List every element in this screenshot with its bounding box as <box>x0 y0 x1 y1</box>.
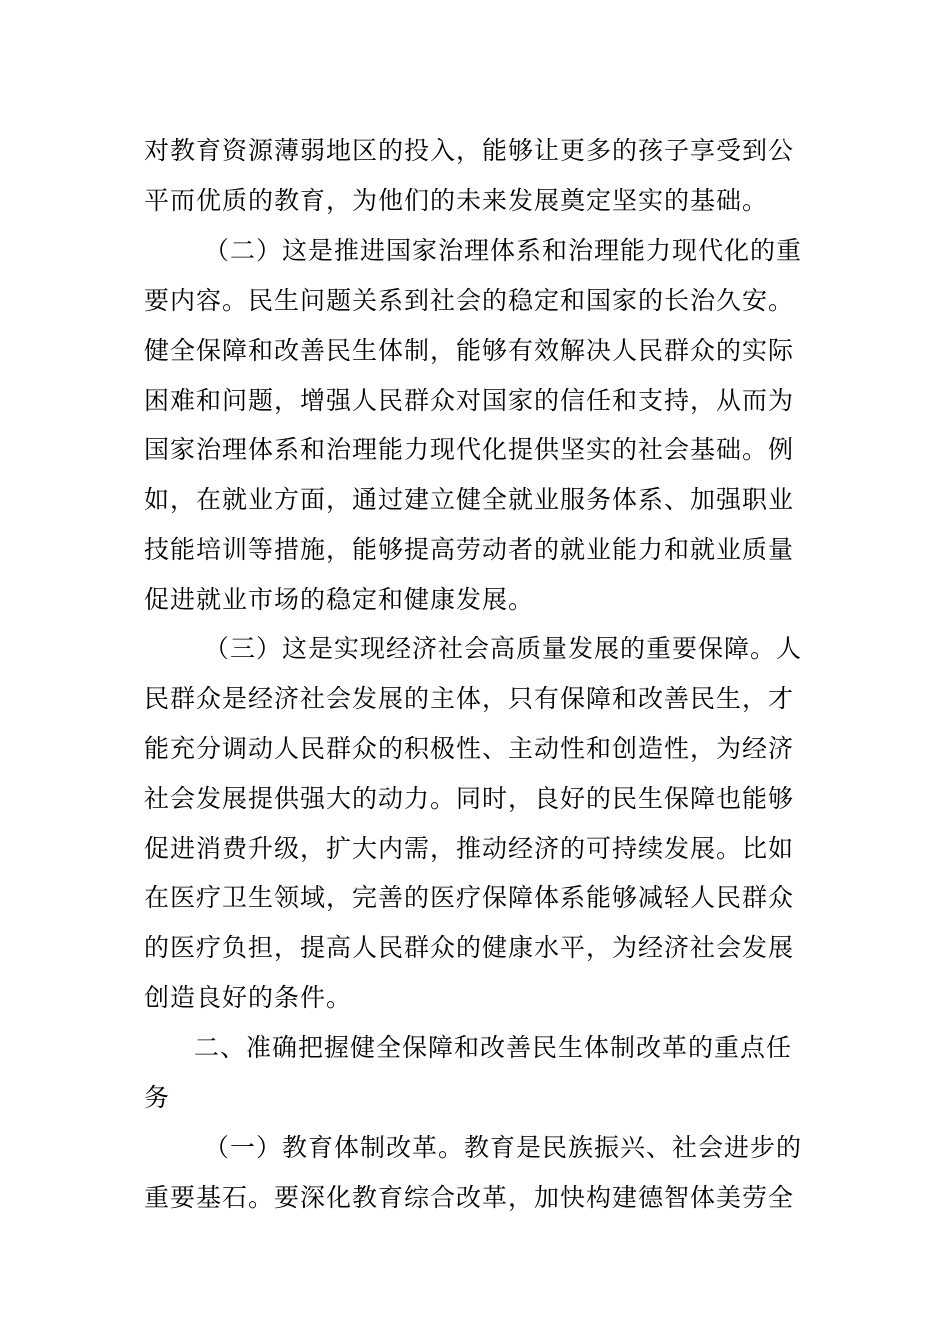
text-line: 国家治理体系和治理能力现代化提供坚实的社会基础。例 <box>144 435 795 464</box>
text-line: 对教育资源薄弱地区的投入，能够让更多的孩子享受到公 <box>144 136 795 165</box>
text-line: 创造良好的条件。 <box>144 983 353 1012</box>
text-line: 平而优质的教育，为他们的未来发展奠定坚实的基础。 <box>144 186 769 215</box>
text-line: 健全保障和改善民生体制，能够有效解决人民群众的实际 <box>144 336 795 365</box>
text-line: 如，在就业方面，通过建立健全就业服务体系、加强职业 <box>144 485 795 514</box>
section-heading: 二、准确把握健全保障和改善民生体制改革的重点任 <box>194 1033 793 1062</box>
text-line: 要内容。民生问题关系到社会的稳定和国家的长治久安。 <box>144 286 795 315</box>
text-line: 社会发展提供强大的动力。同时，良好的民生保障也能够 <box>144 784 795 813</box>
section-heading-continued: 务 <box>144 1083 171 1112</box>
text-line: 促进消费升级，扩大内需，推动经济的可持续发展。比如 <box>144 834 795 863</box>
text-line: 的医疗负担，提高人民群众的健康水平，为经济社会发展 <box>144 933 795 962</box>
text-line: 技能培训等措施，能够提高劳动者的就业能力和就业质量 <box>144 535 795 564</box>
text-line: （一）教育体制改革。教育是民族振兴、社会进步的 <box>204 1133 803 1162</box>
text-line: 促进就业市场的稳定和健康发展。 <box>144 585 535 614</box>
text-line: 能充分调动人民群众的积极性、主动性和创造性，为经济 <box>144 734 795 763</box>
text-line: （二）这是推进国家治理体系和治理能力现代化的重 <box>204 236 803 265</box>
text-line: 民群众是经济社会发展的主体，只有保障和改善民生，才 <box>144 684 795 713</box>
text-line: 重要基石。要深化教育综合改革，加快构建德智体美劳全 <box>144 1183 795 1212</box>
text-line: （三）这是实现经济社会高质量发展的重要保障。人 <box>204 634 803 663</box>
text-line: 困难和问题，增强人民群众对国家的信任和支持，从而为 <box>144 386 795 415</box>
text-line: 在医疗卫生领域，完善的医疗保障体系能够减轻人民群众 <box>144 883 795 912</box>
